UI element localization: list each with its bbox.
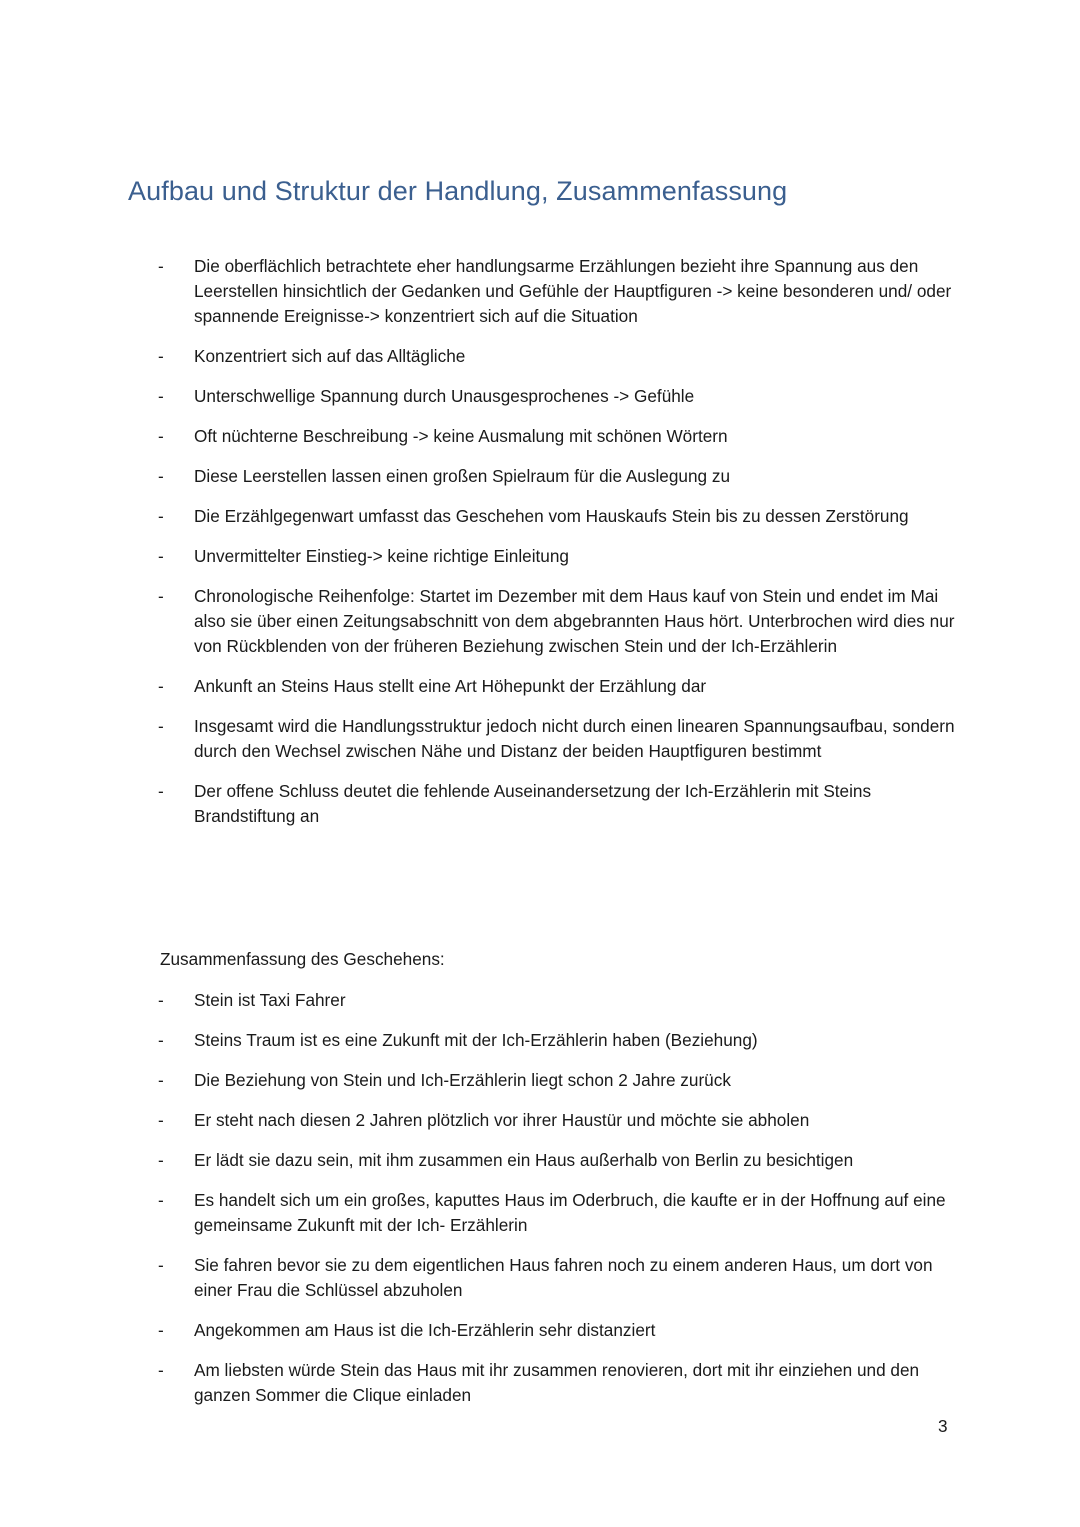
list-item-text: Insgesamt wird die Handlungsstruktur jedoch nicht durch einen linearen Spannungsaufbau, sondern durch den Wechsel zwischen Nähe und Distanz der beiden Hauptfiguren bestimmt (194, 716, 955, 761)
bullet-dash: - (158, 716, 164, 736)
list-item (158, 584, 958, 659)
list-item (158, 464, 958, 489)
list-item-text: Konzentriert sich auf das Alltägliche (194, 346, 466, 366)
bullet-dash: - (158, 1110, 164, 1130)
list-item (158, 674, 958, 699)
page-number: 3 (938, 1416, 948, 1436)
list-item (158, 1108, 958, 1133)
bullet-dash: - (158, 1190, 164, 1210)
list-item (158, 1188, 958, 1238)
list-item (158, 254, 958, 329)
list-item-text: Die Erzählgegenwart umfasst das Geschehen vom Hauskaufs Stein bis zu dessen Zerstörung (194, 506, 909, 526)
bullet-dash: - (158, 1070, 164, 1090)
bullet-dash: - (158, 676, 164, 696)
list-item-text: Unterschwellige Spannung durch Unausgesprochenes -> Gefühle (194, 386, 695, 406)
list-item-text: Am liebsten würde Stein das Haus mit ihr zusammen renovieren, dort mit ihr einziehen und den ganzen Sommer die Clique einladen (194, 1360, 920, 1405)
list-item-text: Sie fahren bevor sie zu dem eigentlichen Haus fahren noch zu einem anderen Haus, um dort von einer Frau die Schlüssel abzuholen (194, 1255, 933, 1300)
list-item-text: Der offene Schluss deutet die fehlende Auseinandersetzung der Ich-Erzählerin mit Steins Brandstiftung an (194, 781, 872, 826)
list-item-text: Oft nüchterne Beschreibung -> keine Ausmalung mit schönen Wörtern (194, 426, 728, 446)
bullet-dash: - (158, 1150, 164, 1170)
page-title: Aufbau und Struktur der Handlung, Zusammenfassung (128, 176, 788, 206)
list-item (158, 988, 958, 1013)
list-item-text: Die Beziehung von Stein und Ich-Erzählerin liegt schon 2 Jahre zurück (194, 1070, 731, 1090)
bullet-dash: - (158, 1320, 164, 1340)
list-item (158, 1148, 958, 1173)
bullet-dash: - (158, 1255, 164, 1275)
list-item (158, 544, 958, 569)
list-item-text: Er steht nach diesen 2 Jahren plötzlich vor ihrer Haustür und möchte sie abholen (194, 1110, 810, 1130)
list-item (158, 424, 958, 449)
bullet-dash: - (158, 781, 164, 801)
list-item-text: Unvermittelter Einstieg-> keine richtige Einleitung (194, 546, 569, 566)
structure-list (158, 254, 958, 844)
bullet-dash: - (158, 256, 164, 276)
list-item (158, 344, 958, 369)
list-item-text: Chronologische Reihenfolge: Startet im Dezember mit dem Haus kauf von Stein und endet im Mai also sie über einen Zeitungsabschnitt von dem abgebrannten Haus hört. Unterbrochen wird dies nur von Rückblenden von der früheren Beziehung zwischen Stein und der Ich-Erzählerin (194, 586, 955, 656)
list-item (158, 1253, 958, 1303)
list-item-text: Steins Traum ist es eine Zukunft mit der Ich-Erzählerin haben (Beziehung) (194, 1030, 758, 1050)
list-item (158, 1028, 958, 1053)
list-item-text: Er lädt sie dazu sein, mit ihm zusammen ein Haus außerhalb von Berlin zu besichtigen (194, 1150, 854, 1170)
bullet-dash: - (158, 546, 164, 566)
list-item-text: Stein ist Taxi Fahrer (194, 990, 346, 1010)
bullet-dash: - (158, 1360, 164, 1380)
list-item-text: Ankunft an Steins Haus stellt eine Art Höhepunkt der Erzählung dar (194, 676, 707, 696)
list-item (158, 714, 958, 764)
list-item-text: Es handelt sich um ein großes, kaputtes Haus im Oderbruch, die kaufte er in der Hoffnung auf eine gemeinsame Zukunft mit der Ich- Erzählerin (194, 1190, 946, 1235)
bullet-dash: - (158, 990, 164, 1010)
list-item (158, 1358, 958, 1408)
list-item-text: Angekommen am Haus ist die Ich-Erzählerin sehr distanziert (194, 1320, 656, 1340)
list-item (158, 779, 958, 829)
summary-list (158, 988, 958, 1423)
bullet-dash: - (158, 386, 164, 406)
list-item-text: Die oberflächlich betrachtete eher handlungsarme Erzählungen bezieht ihre Spannung aus den Leerstellen hinsichtlich der Gedanken und Gefühle der Hauptfiguren -> keine besonderen und/ oder spannende Ereignisse-> konzentriert sich auf die Situation (194, 256, 952, 326)
bullet-dash: - (158, 586, 164, 606)
bullet-dash: - (158, 346, 164, 366)
list-item (158, 1068, 958, 1093)
summary-heading: Zusammenfassung des Geschehens: (160, 949, 445, 969)
bullet-dash: - (158, 426, 164, 446)
list-item (158, 504, 958, 529)
list-item-text: Diese Leerstellen lassen einen großen Spielraum für die Auslegung zu (194, 466, 731, 486)
list-item (158, 1318, 958, 1343)
list-item (158, 384, 958, 409)
bullet-dash: - (158, 1030, 164, 1050)
bullet-dash: - (158, 466, 164, 486)
bullet-dash: - (158, 506, 164, 526)
